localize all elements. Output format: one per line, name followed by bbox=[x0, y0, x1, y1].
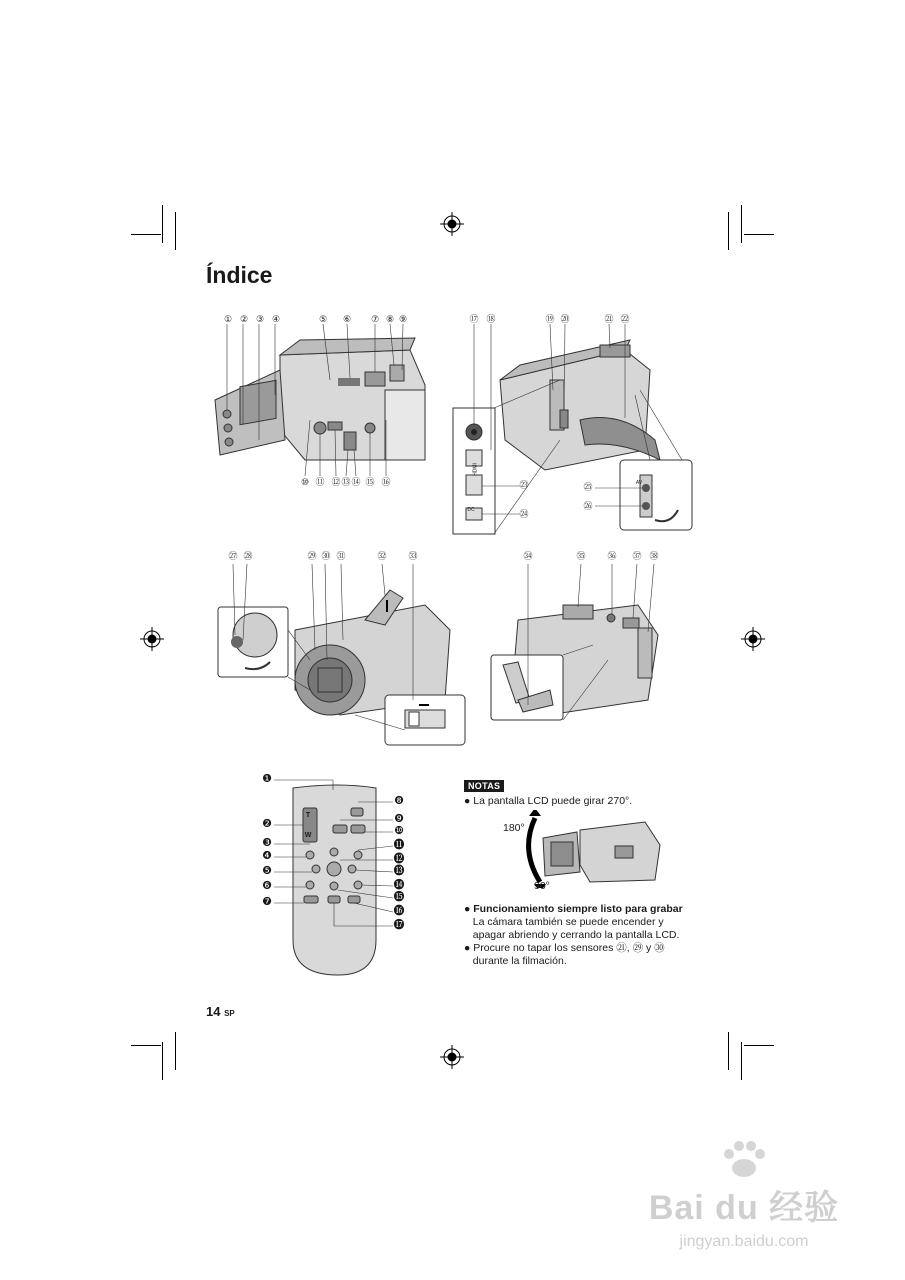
remote-callout-1: ❶ bbox=[262, 773, 272, 785]
callout-22: ㉒ bbox=[620, 314, 630, 324]
callout-38: ㊳ bbox=[649, 551, 659, 561]
note-always-ready-line1: La cámara también se puede encender y bbox=[472, 916, 664, 928]
port-label-av: AV bbox=[635, 480, 643, 486]
note-always-ready: ● Funcionamiento siempre listo para grabar La cámara también se puede encender y apagar abriendo y cerrando la pantalla LCD. bbox=[464, 903, 683, 941]
note-lcd-rotation-text: La pantalla LCD puede girar 270°. bbox=[473, 795, 633, 807]
watermark-url: jingyan.baidu.com bbox=[679, 1233, 809, 1250]
callout-2: ② bbox=[239, 314, 249, 324]
crop-mark bbox=[162, 205, 163, 243]
camera-front-illustration bbox=[210, 310, 440, 490]
callout-14: ⑭ bbox=[351, 477, 361, 487]
callout-11: ⑪ bbox=[315, 477, 325, 487]
remote-callout-16: ⓰ bbox=[393, 905, 405, 917]
remote-callout-3: ❸ bbox=[262, 837, 272, 849]
remote-callout-17: ⓱ bbox=[393, 919, 405, 931]
callout-20: ⑳ bbox=[560, 314, 570, 324]
remote-callout-9: ❾ bbox=[394, 813, 404, 825]
callout-34: ㉞ bbox=[523, 551, 533, 561]
angle-180-label: 180° bbox=[503, 822, 525, 834]
crop-mark bbox=[728, 212, 729, 250]
camera-bottom-illustration bbox=[488, 550, 668, 730]
note-sensors-line1: Procure no tapar los sensores ㉑, ㉙ y ㉚ bbox=[473, 942, 665, 954]
crop-mark bbox=[744, 234, 774, 235]
callout-5: ⑤ bbox=[318, 314, 328, 324]
page-title: Índice bbox=[206, 262, 273, 288]
callout-12: ⑫ bbox=[331, 477, 341, 487]
remote-callout-11: ⓫ bbox=[393, 839, 405, 851]
crop-mark bbox=[131, 1045, 161, 1046]
crop-mark bbox=[728, 1032, 729, 1070]
callout-10: ⑩ bbox=[300, 477, 310, 487]
callout-21: ㉑ bbox=[604, 314, 614, 324]
callout-4: ④ bbox=[271, 314, 281, 324]
callout-31: ㉛ bbox=[336, 551, 346, 561]
crop-mark bbox=[175, 1032, 176, 1070]
crop-mark bbox=[741, 205, 742, 243]
note-sensors: ● Procure no tapar los sensores ㉑, ㉙ y ㉚ durante la filmación. bbox=[464, 942, 665, 967]
remote-zoom-t: T bbox=[305, 812, 311, 819]
port-label-hdmi: HDMI bbox=[472, 463, 479, 476]
callout-25: ㉕ bbox=[583, 482, 593, 492]
callout-18: ⑱ bbox=[486, 314, 496, 324]
page-language: SP bbox=[224, 1009, 235, 1018]
crop-mark bbox=[175, 212, 176, 250]
callout-27: ㉗ bbox=[228, 551, 238, 561]
callout-17: ⑰ bbox=[469, 314, 479, 324]
note-sensors-line2: durante la filmación. bbox=[472, 955, 567, 967]
crop-mark bbox=[741, 1042, 742, 1080]
callout-15: ⑮ bbox=[365, 477, 375, 487]
callout-35: ㉟ bbox=[576, 551, 586, 561]
notes-badge: NOTAS bbox=[464, 780, 504, 792]
paw-icon bbox=[719, 1140, 769, 1180]
callout-13: ⑬ bbox=[341, 477, 351, 487]
callout-36: ㊱ bbox=[607, 551, 617, 561]
remote-callout-12: ⓬ bbox=[393, 853, 405, 865]
callout-29: ㉙ bbox=[307, 551, 317, 561]
callout-23: ㉓ bbox=[519, 480, 529, 490]
crop-mark bbox=[744, 1045, 774, 1046]
remote-callout-8: ❽ bbox=[394, 795, 404, 807]
callout-26: ㉖ bbox=[583, 501, 593, 511]
registration-mark bbox=[741, 627, 765, 651]
crop-mark bbox=[162, 1042, 163, 1080]
callout-19: ⑲ bbox=[545, 314, 555, 324]
callout-32: ㉜ bbox=[377, 551, 387, 561]
callout-28: ㉘ bbox=[243, 551, 253, 561]
crop-mark bbox=[131, 234, 161, 235]
note-always-ready-line2: apagar abriendo y cerrando la pantalla LCD. bbox=[472, 929, 680, 941]
note-lcd-rotation: ● La pantalla LCD puede girar 270°. bbox=[464, 795, 633, 807]
port-label-dc: DC bbox=[467, 507, 475, 513]
remote-callout-14: ⓮ bbox=[393, 879, 405, 891]
callout-30: ㉚ bbox=[321, 551, 331, 561]
page-number bbox=[206, 1004, 235, 1019]
watermark-brand: Bai du 经验 bbox=[648, 1189, 840, 1227]
registration-mark bbox=[440, 212, 464, 236]
callout-3: ③ bbox=[255, 314, 265, 324]
callout-16: ⑯ bbox=[381, 477, 391, 487]
note-always-ready-title: Funcionamiento siempre listo para grabar bbox=[473, 903, 683, 915]
registration-mark bbox=[440, 1045, 464, 1069]
callout-9: ⑨ bbox=[398, 314, 408, 324]
registration-mark bbox=[140, 627, 164, 651]
remote-zoom-w: W bbox=[304, 832, 312, 839]
page-number-value: 14 bbox=[206, 1004, 221, 1019]
angle-90-label: 90° bbox=[534, 880, 550, 892]
callout-1: ① bbox=[223, 314, 233, 324]
camera-rear-illustration bbox=[450, 310, 700, 540]
camera-lens-illustration bbox=[215, 550, 470, 750]
remote-callout-5: ❺ bbox=[262, 865, 272, 877]
remote-callout-2: ❷ bbox=[262, 818, 272, 830]
watermark bbox=[639, 1140, 849, 1250]
remote-callout-4: ❹ bbox=[262, 850, 272, 862]
callout-24: ㉔ bbox=[519, 509, 529, 519]
callout-6: ⑥ bbox=[342, 314, 352, 324]
lcd-rotation-illustration bbox=[525, 810, 665, 888]
remote-callout-6: ❻ bbox=[262, 880, 272, 892]
remote-callout-15: ⓯ bbox=[393, 891, 405, 903]
callout-8: ⑧ bbox=[385, 314, 395, 324]
remote-callout-13: ⓭ bbox=[393, 865, 405, 877]
remote-callout-7: ❼ bbox=[262, 896, 272, 908]
callout-7: ⑦ bbox=[370, 314, 380, 324]
callout-33: ㉝ bbox=[408, 551, 418, 561]
callout-37: ㊲ bbox=[632, 551, 642, 561]
remote-callout-10: ❿ bbox=[394, 825, 404, 837]
